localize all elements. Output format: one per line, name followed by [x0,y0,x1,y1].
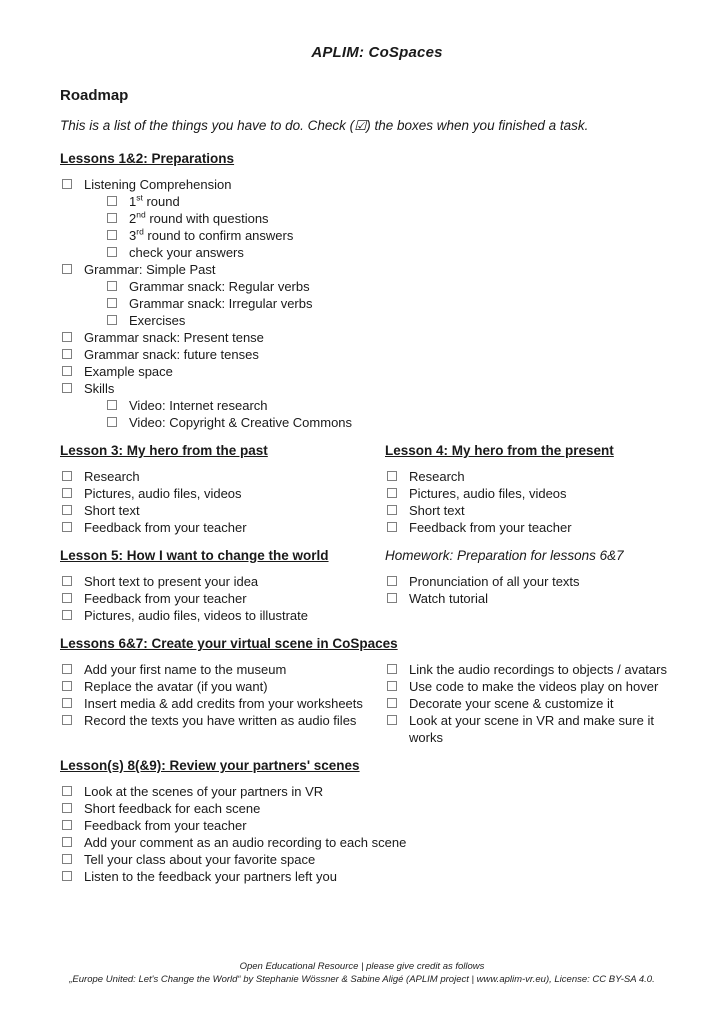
items-column [60,176,694,431]
checklist-item [60,380,694,397]
checklist-item [105,278,694,295]
checklist-item [60,468,385,485]
checklist-item [105,312,694,329]
checklist-item-label [84,607,308,624]
item-text: round with questions [145,211,269,226]
checklist-item-label [84,868,337,885]
page-title: Roadmap [60,87,129,104]
checkbox-unchecked[interactable] [62,471,72,481]
checklist-item-label [129,227,293,244]
section-items [60,661,694,746]
checklist-item-label [129,244,244,261]
item-text: Insert media & add credits from your worksheets [84,696,363,711]
item-text: check your answers [129,245,244,260]
checklist-item [105,227,694,244]
footer-credit-line1: Open Educational Resource | please give credit as follows [239,961,485,972]
ordinal-suffix: st [136,192,143,203]
item-text: Use code to make the videos play on hover [409,679,659,694]
checkbox-unchecked[interactable] [62,698,72,708]
checklist-item [60,678,385,695]
checklist-item [385,590,694,607]
section-heading-lesson-4: Lesson 4: My hero from the present [385,443,614,458]
section-lessons-6-7 [60,636,694,746]
checkbox-unchecked[interactable] [62,854,72,864]
checkbox-unchecked[interactable] [62,349,72,359]
checkbox-unchecked[interactable] [62,488,72,498]
checklist-item [60,712,385,729]
item-text: Replace the avatar (if you want) [84,679,268,694]
checklist-item-label [84,346,259,363]
checklist-item-label [84,502,140,519]
instruction-text: This is a list of the things you have to do. Check (☑) the boxes when you finished a task. [60,118,589,133]
section-items [385,468,694,536]
checklist-item-label [84,712,356,729]
checkbox-unchecked[interactable] [107,247,117,257]
checkbox-unchecked[interactable] [107,196,117,206]
checklist-item-label [409,502,465,519]
checklist-item [60,176,694,193]
checklist-item-label [84,329,264,346]
checklist-item-label [84,800,260,817]
checkbox-unchecked[interactable] [387,576,397,586]
checkbox-unchecked[interactable] [107,298,117,308]
checkbox-unchecked[interactable] [62,681,72,691]
checkbox-unchecked[interactable] [62,664,72,674]
ordinal-suffix: nd [136,209,146,220]
item-text: Feedback from your teacher [84,818,247,833]
checklist-item-label [409,661,667,678]
checklist-item [60,363,694,380]
item-text: Tell your class about your favorite space [84,852,316,867]
checkbox-unchecked[interactable] [62,332,72,342]
checklist-item [105,210,694,227]
checklist-item-label [409,573,580,590]
checklist-item [60,783,694,800]
item-text: Link the audio recordings to objects / avatars [409,662,667,677]
checklist-item [60,519,385,536]
checkbox-unchecked[interactable] [387,715,397,725]
item-text: Watch tutorial [409,591,488,606]
checklist-item [60,695,385,712]
item-text: Record the texts you have written as audio files [84,713,357,728]
checklist-item-label [84,817,247,834]
checklist-item [60,261,694,278]
checklist-item [105,244,694,261]
ordinal-number: 1 [129,194,137,209]
checkbox-unchecked[interactable] [62,786,72,796]
checklist-item-label [84,485,242,502]
checklist-item [385,519,694,536]
checkbox-unchecked[interactable] [387,471,397,481]
checklist-item [60,817,694,834]
item-text: Feedback from your teacher [409,520,572,535]
checkbox-unchecked[interactable] [62,366,72,376]
item-text: round [142,194,180,209]
item-text: Decorate your scene & customize it [409,696,614,711]
checklist-item [385,485,694,502]
item-text: Research [409,469,465,484]
section-items [60,783,694,885]
checklist-item-label [129,210,269,227]
checklist-item-label [84,678,268,695]
items-column [385,661,694,746]
item-text: Feedback from your teacher [84,591,247,606]
checkbox-unchecked[interactable] [62,264,72,274]
checklist-item-label [409,695,613,712]
checklist-item [385,502,694,519]
ordinal-suffix: rd [136,226,144,237]
item-text: Short text to present your idea [84,574,259,589]
checklist-item [385,678,694,695]
checkbox-unchecked[interactable] [62,820,72,830]
checklist-item-label [409,485,567,502]
checklist-item-label [84,695,363,712]
item-text: Grammar: Simple Past [84,262,216,277]
checklist-item-label [129,278,310,295]
checkbox-unchecked[interactable] [62,522,72,532]
item-text: round to confirm answers [143,228,294,243]
item-text: Research [84,469,140,484]
checkbox-unchecked[interactable] [107,315,117,325]
checklist-item [60,573,385,590]
checkbox-unchecked[interactable] [107,400,117,410]
checklist-item [105,193,694,210]
checklist-item [105,414,694,431]
checklist-item [60,868,694,885]
checklist-item-label [84,661,286,678]
item-text: Pictures, audio files, videos [409,486,567,501]
item-text: Pronunciation of all your texts [409,574,580,589]
checklist-item-label [409,712,654,746]
checkbox-unchecked[interactable] [387,488,397,498]
ordinal-number: 2 [129,211,137,226]
checklist-item-label [84,363,173,380]
item-text: Grammar snack: Regular verbs [129,279,310,294]
checkbox-unchecked[interactable] [62,610,72,620]
checklist-item-label [84,468,140,485]
checklist-item-label [409,468,465,485]
checklist-item-label [129,295,313,312]
checklist-item-label [84,261,215,278]
item-text: Exercises [129,313,186,328]
checklist-item [60,485,385,502]
checkbox-unchecked[interactable] [62,837,72,847]
checkbox-unchecked[interactable] [107,417,117,427]
checklist-item-label [84,590,247,607]
section-heading-lesson-3: Lesson 3: My hero from the past [60,443,268,458]
section-lesson-3 [60,443,385,536]
checklist-item-label [409,678,658,695]
checklist-item [60,329,694,346]
section-items [385,573,694,607]
item-text: Grammar snack: future tenses [84,347,259,362]
checklist-item-label [129,193,180,210]
footer-credit-line2: „Europe United: Let's Change the World“ by Stephanie Wössner & Sabine Aligé (APLIM project | www.aplim-vr.eu), License: CC BY-SA 4.0. [69,974,655,985]
checklist-item-label [84,380,114,397]
item-text: Example space [84,364,173,379]
item-text: Look at your scene in VR and make sure it [409,713,654,728]
checkbox-unchecked[interactable] [62,179,72,189]
checkbox-unchecked[interactable] [387,505,397,515]
section-items [60,573,385,624]
checklist-item-label [84,176,231,193]
doc-title: APLIM: CoSpaces [311,44,443,61]
ordinal-number: 3 [129,228,137,243]
section-items [60,176,694,431]
item-text: Pictures, audio files, videos [84,486,242,501]
section-lesson-5 [60,548,385,624]
items-column [60,783,694,885]
checklist-item-label [409,519,572,536]
checklist-item-label [129,397,268,414]
checklist-item [60,346,694,363]
footer-credit [0,960,724,986]
checklist-item [385,468,694,485]
item-text: Feedback from your teacher [84,520,247,535]
checklist-item-label [409,590,488,607]
checklist-item [60,590,385,607]
checkbox-unchecked[interactable] [107,230,117,240]
checklist-item-label [84,834,406,851]
checkbox-unchecked[interactable] [387,698,397,708]
items-column [60,468,385,536]
checklist-item [60,851,694,868]
checklist-item [385,695,694,712]
checkbox-unchecked[interactable] [107,281,117,291]
item-text: Skills [84,381,115,396]
checkbox-unchecked[interactable] [387,593,397,603]
checklist-item [105,397,694,414]
checkbox-unchecked[interactable] [62,803,72,813]
item-text: Video: Internet research [129,398,268,413]
checkbox-unchecked[interactable] [387,664,397,674]
checkbox-unchecked[interactable] [62,505,72,515]
item-text: Short feedback for each scene [84,801,261,816]
checklist-item-label [84,851,315,868]
section-heading-lessons-6-7: Lessons 6&7: Create your virtual scene in CoSpaces [60,636,398,651]
item-text: Listening Comprehension [84,177,232,192]
checklist-item [385,712,694,746]
checkbox-unchecked[interactable] [387,522,397,532]
checklist-item [105,295,694,312]
checkbox-unchecked[interactable] [62,383,72,393]
item-text: Short text [84,503,140,518]
checkbox-unchecked[interactable] [62,715,72,725]
checklist-item [60,661,385,678]
section-heading-lessons-8-9: Lesson(s) 8(&9): Review your partners' scenes [60,758,360,773]
item-text: Add your first name to the museum [84,662,287,677]
items-column [385,573,694,607]
checkbox-unchecked[interactable] [387,681,397,691]
section-items [60,468,385,536]
checklist-item-label [84,519,247,536]
checklist-item-label [129,414,352,431]
checklist-item [385,661,694,678]
checklist-item [60,800,694,817]
items-column [385,468,694,536]
items-column [60,573,385,624]
checkbox-unchecked[interactable] [62,576,72,586]
section-heading-lesson-5: Lesson 5: How I want to change the world [60,548,329,563]
item-text: Listen to the feedback your partners left you [84,869,337,884]
section-heading-homework: Homework: Preparation for lessons 6&7 [385,548,624,563]
section-lessons-8-9 [60,758,694,885]
checklist-sections [60,151,694,897]
checklist-item [385,573,694,590]
item-text: Pictures, audio files, videos to illustrate [84,608,308,623]
checkbox-unchecked[interactable] [107,213,117,223]
checklist-item [60,607,385,624]
section-heading-lessons-1-2: Lessons 1&2: Preparations [60,151,235,166]
items-column [60,661,385,729]
item-text: Short text [409,503,465,518]
section-lessons-1-2 [60,151,694,431]
checklist-item [60,834,694,851]
checklist-item-label [84,783,323,800]
checkbox-unchecked[interactable] [62,871,72,881]
item-text: Add your comment as an audio recording to each scene [84,835,407,850]
item-text: Grammar snack: Irregular verbs [129,296,313,311]
item-text: Video: Copyright & Creative Commons [129,415,353,430]
section-lesson-4 [385,443,694,536]
checklist-item-label [129,312,185,329]
item-text: Look at the scenes of your partners in VR [84,784,324,799]
checkbox-unchecked[interactable] [62,593,72,603]
checklist-item-label [84,573,258,590]
item-text: Grammar snack: Present tense [84,330,264,345]
checklist-item [60,502,385,519]
item-text-wrapped: works [409,730,443,745]
section-homework [385,548,694,624]
